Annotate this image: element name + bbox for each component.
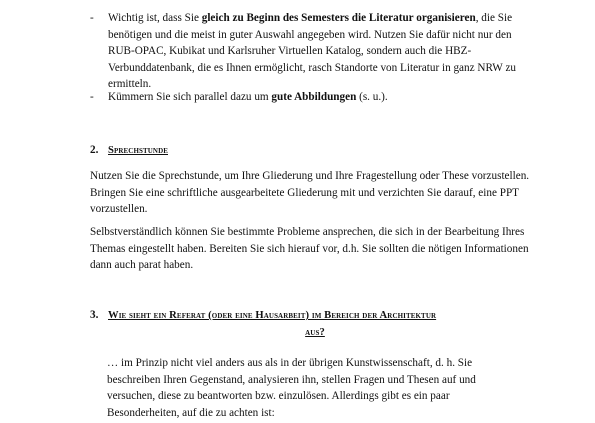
section-title-continuation: aus?	[305, 326, 325, 338]
bullet-text-part: Wichtig ist, dass Sie	[108, 12, 202, 24]
paragraph: Nutzen Sie die Sprechstunde, um Ihre Gliederung und Ihre Fragestellung oder These vorzustellen. Bringen Sie eine schriftliche ausgearbeitete Gliederung mit und verzichten Sie darauf, eine PPT vorzustellen.	[90, 170, 530, 216]
paragraph: Selbstverständlich können Sie bestimmte Probleme ansprechen, die sich in der Bearbeitung Ihres Themas eingestellt haben. Bereiten Sie sich hierauf vor, d.h. Sie sollten die nötigen Informationen dann auch parat haben.	[90, 226, 529, 272]
section-title: Wie sieht ein Referat (oder eine Hausarbeit) im Bereich der Architektur	[108, 310, 437, 321]
section-number: 2.	[90, 144, 99, 156]
bullet-text-part: , die Sie benötigen und die meist in guter Auswahl angegeben wird. Nutzen Sie dafür nicht nur den RUB-OPAC, Kubikat und Karlsruher Virtuellen Katalog, sondern auch die HBZ-Verbunddatenbank, die es Ihnen ermöglicht, rasch Standorte von Literatur in ganz NRW zu ermitteln.	[108, 12, 517, 91]
bullet-dash: -	[90, 91, 94, 103]
bullet-text-part: (s. u.).	[356, 91, 388, 103]
paragraph: … im Prinzip nicht viel anders aus als in der übrigen Kunstwissenschaft, d. h. Sie beschreiben Ihren Gegenstand, analysieren ihn, stellen Fragen und Thesen auf und versuchen, diese zu beantworten bzw. einzulösen. Allerdings gibt es ein paar Besonderheiten, auf die zu achten ist:	[107, 357, 476, 419]
section-heading-architektur	[90, 307, 540, 341]
section-number: 3.	[90, 309, 99, 321]
bullet-text	[108, 89, 530, 106]
section-title: Sprechstunde	[108, 145, 168, 156]
bullet-bold-text: gute Abbildungen	[271, 91, 357, 103]
section-heading-sprechstunde	[90, 142, 540, 160]
bullet-dash: -	[90, 12, 94, 24]
bullet-text-part: Kümmern Sie sich parallel dazu um	[108, 91, 272, 103]
bullet-item-images	[90, 89, 530, 106]
bullet-bold-text: gleich zu Beginn des Semesters die Literatur organisieren	[201, 12, 476, 24]
bullet-text	[108, 10, 530, 93]
bullet-item-literature	[90, 10, 530, 93]
